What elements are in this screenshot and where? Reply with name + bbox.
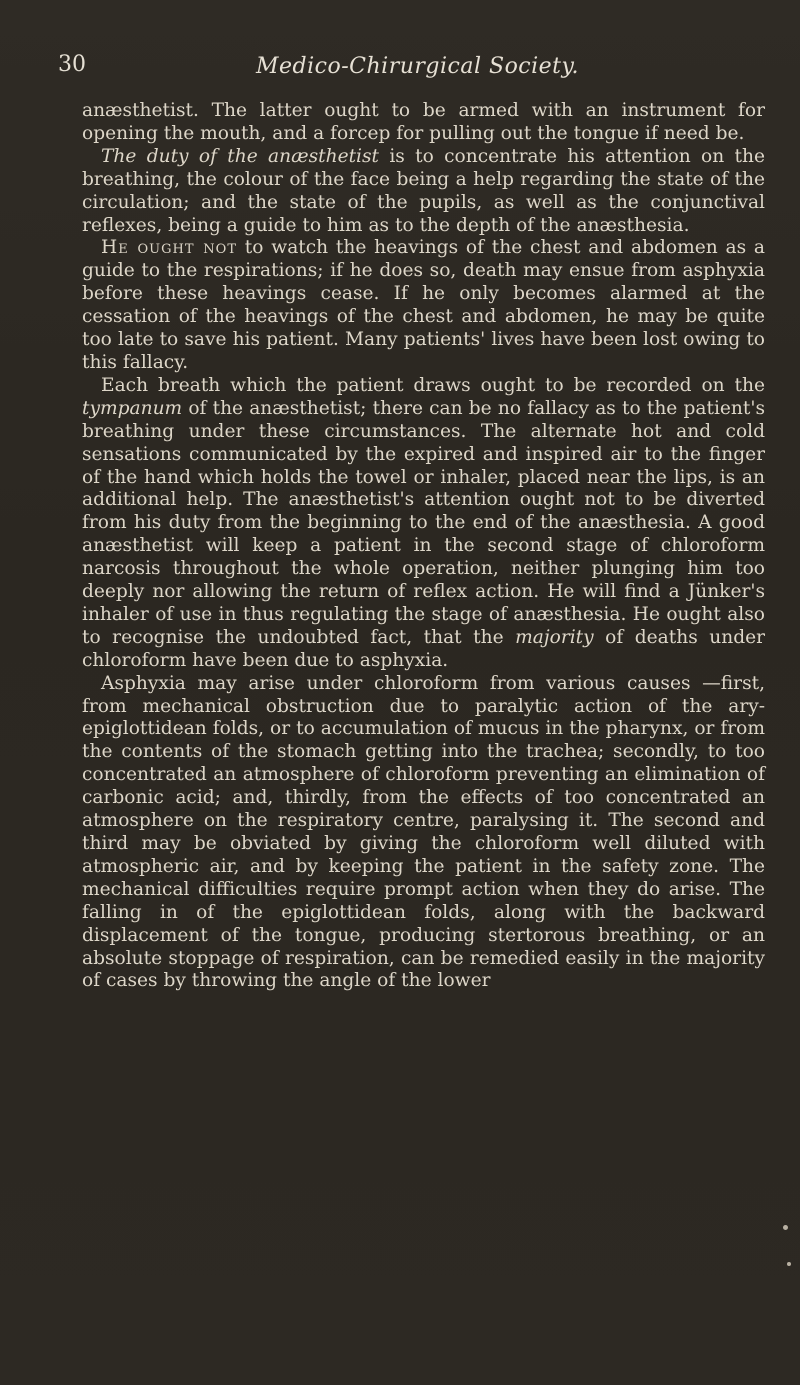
running-head: Medico-Chirurgical Society. (256, 54, 580, 79)
paragraph (82, 673, 765, 994)
body-text (82, 100, 765, 993)
text-run: is to concentrate his attention on the breathing, the colour of the face being a help regarding the state of the circulation; and the state of the pupils, as well as the conjunctival reflexes, being a guide to him as to the depth of the anæsthesia. (82, 145, 765, 236)
text-run: of the anæsthetist; there can be no fallacy as to the patient's breathing under these circumstances. The alternate hot and cold sensations communicated by the expired and inspired air to the finger of the hand which holds the towel or inhaler, placed near the lips, is an additional help. The anæsthetist's attention ought not to be diverted from his duty from the beginning to the end of the anæsthesia. A good anæsthetist will keep a patient in the second stage of chloroform narcosis throughout the whole operation, neither plunging him too deeply nor allowing the return of reflex action. He will find a Jünker's inhaler of use in thus regulating the stage of anæsthesia. He ought also to recognise the undoubted fact, that the (82, 397, 765, 648)
paragraph (82, 237, 765, 374)
page-header (0, 52, 800, 82)
text-run: Asphyxia may arise under chloroform from various causes —first, from mechanical obstruction due to paralytic action of the ary-epiglottidean folds, or to accumulation of mucus in the pharynx, or from the contents of the stomach getting into the trachea; secondly, to too concentrated an atmosphere of chloroform preventing an elimination of carbonic acid; and, thirdly, from the effects of too concentrated an atmosphere on the respiratory centre, paralysing it. The second and third may be obviated by giving the chloroform well diluted with atmospheric air, and by keeping the patient in the safety zone. The mechanical difficulties require prompt action when they do arise. The falling in of the epiglottidean folds, along with the backward displacement of the tongue, producing stertorous breathing, or an absolute stoppage of respiration, can be remedied easily in the majority of cases by throwing the angle of the lower (82, 672, 765, 992)
page-number: 30 (58, 52, 86, 77)
text-run: Each breath which the patient draws ought to be recorded on the (101, 374, 765, 396)
text-run: to watch the heavings of the chest and abdomen as a guide to the respirations; if he does so, death may ensue from asphyxia before these heavings cease. If he only becomes alarmed at the cessation of the heavings of the chest and abdomen, he may be quite too late to save his patient. Many patients' lives have been lost owing to this fallacy. (82, 237, 765, 373)
margin-speck (783, 1225, 788, 1230)
paragraph (82, 100, 765, 146)
small-caps-text: He ought not (101, 237, 238, 259)
paragraph (82, 146, 765, 238)
margin-speck (787, 1262, 791, 1266)
italic-text: The duty of the anæsthetist (101, 145, 380, 167)
italic-text: majority (515, 626, 594, 648)
italic-text: tympanum (82, 397, 183, 419)
text-run: of deaths under chloroform have been due to asphyxia. (82, 626, 765, 671)
paragraph (82, 375, 765, 673)
text-run: anæsthetist. The latter ought to be armed with an instrument for opening the mouth, and a forcep for pulling out the tongue if need be. (82, 100, 765, 144)
